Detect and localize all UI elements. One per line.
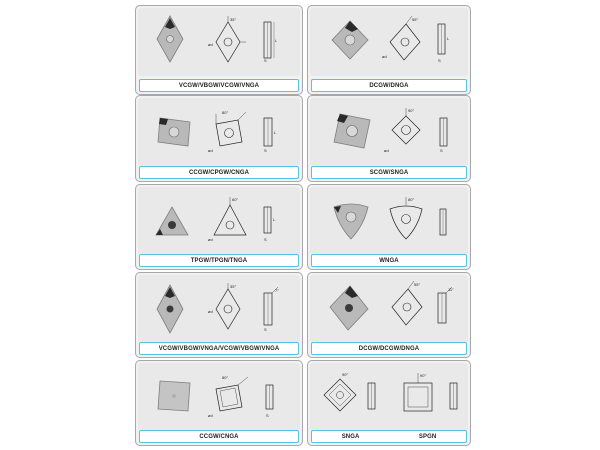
angle-label: 35° <box>230 284 237 289</box>
rhombus-80-top-view-drawing <box>208 108 252 156</box>
side-view-drawing <box>260 381 282 421</box>
rhombus-35-top-view-drawing <box>208 16 248 66</box>
rhombus-55-top-view-drawing <box>382 16 426 66</box>
insert-label <box>311 79 467 92</box>
dimension-label: ød <box>208 237 213 242</box>
card-panel <box>310 275 468 343</box>
dimension-label: ød <box>208 148 213 153</box>
rhombus-35-insert-photo <box>156 285 184 333</box>
angle-label: 55° <box>412 17 419 22</box>
rhombus-55-insert-photo <box>330 20 370 60</box>
dimension-label: S <box>266 413 269 418</box>
snga-side-view-drawing <box>364 379 382 419</box>
rhombus-35-top-view-drawing <box>208 283 248 333</box>
angle-label: 80° <box>222 110 229 115</box>
insert-code: SPGN <box>418 433 437 440</box>
dimension-label: ød <box>208 42 213 47</box>
card-wnga-1 <box>307 184 471 270</box>
card-panel <box>310 98 468 166</box>
triangle-insert-photo <box>154 205 190 237</box>
card-panel <box>138 363 300 431</box>
card-scgw-1 <box>307 95 471 182</box>
spgn-side-view-drawing <box>446 379 464 419</box>
side-view-drawing <box>432 20 454 64</box>
trigon-insert-photo <box>328 199 374 241</box>
angle-label: 55° <box>414 282 421 287</box>
dimension-label: S <box>264 327 267 332</box>
dimension-label: S <box>438 58 441 63</box>
insert-label <box>311 166 467 179</box>
rhombus-55-top-view-drawing <box>384 281 428 331</box>
triangle-top-view-drawing <box>208 195 252 245</box>
dimension-label: S <box>264 237 267 242</box>
dimension-label: ød <box>382 54 387 59</box>
card-ccgw-1 <box>135 95 303 182</box>
dimension-label: S <box>264 148 267 153</box>
rhombus-80-insert-photo <box>154 375 194 417</box>
card-vcgw-1 <box>135 5 303 95</box>
insert-label <box>139 166 299 179</box>
dimension-label: ød <box>208 309 213 314</box>
insert-label <box>311 430 467 443</box>
angle-label: 80° <box>408 197 415 202</box>
angle-label: 90° <box>420 373 427 378</box>
insert-label <box>139 342 299 355</box>
card-panel <box>310 187 468 255</box>
dimension-label: S <box>440 148 443 153</box>
insert-code: DCGW/DNGA <box>369 82 409 89</box>
angle-label: 80° <box>222 375 229 380</box>
insert-label <box>139 430 299 443</box>
dimension-label: ød <box>208 413 213 418</box>
card-panel <box>310 8 468 76</box>
side-view-drawing <box>258 203 280 243</box>
card-dcgw-1 <box>307 5 471 95</box>
rhombus-80-top-view-drawing <box>208 373 254 421</box>
dimension-label: S <box>264 58 267 63</box>
square-top-view-drawing <box>384 106 428 156</box>
insert-label <box>139 254 299 267</box>
side-view-drawing <box>258 18 280 62</box>
card-snga-spgn <box>307 360 471 446</box>
insert-code: VCGW/VBGW/VCGW/VNGA <box>178 82 260 89</box>
card-panel <box>138 275 300 343</box>
trigon-top-view-drawing <box>384 195 428 245</box>
insert-code: SNGA <box>341 433 360 440</box>
side-view-drawing <box>258 114 280 154</box>
card-panel <box>138 98 300 166</box>
card-vcgw-2 <box>135 272 303 358</box>
insert-label <box>311 342 467 355</box>
dimension-label: ød <box>384 148 389 153</box>
card-panel <box>138 8 300 76</box>
angle-label: 11° <box>448 287 454 292</box>
card-dcgw-2 <box>307 272 471 358</box>
insert-code: CCGW/CNGA <box>199 433 239 440</box>
card-tpgw-1 <box>135 184 303 270</box>
dimension-label: L <box>275 38 278 43</box>
side-view-drawing <box>432 285 456 333</box>
angle-label: 90° <box>408 108 415 113</box>
dimension-label: L <box>274 130 277 135</box>
dimension-label: L <box>273 217 276 222</box>
rhombus-55-insert-photo <box>328 285 370 331</box>
square-insert-photo <box>330 110 374 152</box>
card-panel <box>138 187 300 255</box>
insert-code: SCGW/SNGA <box>369 169 409 176</box>
angle-label: 60° <box>232 197 239 202</box>
snga-top-view-drawing <box>318 371 362 421</box>
angle-label: 90° <box>342 372 349 377</box>
side-view-drawing <box>434 114 456 154</box>
card-panel <box>310 363 468 431</box>
dimension-label: L <box>447 36 450 41</box>
spgn-top-view-drawing <box>396 371 440 421</box>
side-view-drawing <box>258 287 282 333</box>
insert-code: CCGW/CPGW/CNGA <box>188 169 250 176</box>
insert-code: VCGW/VBGW/VNGA/VCGW/VBGW/VNGA <box>158 345 280 352</box>
card-ccgw-2 <box>135 360 303 446</box>
angle-label: 7° <box>275 288 279 293</box>
insert-code: DCGW/DCGW/DNGA <box>358 345 420 352</box>
angle-label: 35° <box>230 17 237 22</box>
rhombus-35-insert-photo <box>156 16 184 62</box>
insert-label <box>311 254 467 267</box>
insert-code: TPGW/TPGN/TNGA <box>190 257 248 264</box>
side-view-drawing <box>434 207 454 243</box>
insert-code: WNGA <box>379 257 399 264</box>
insert-label <box>139 79 299 92</box>
rhombus-80-insert-photo <box>154 112 194 152</box>
